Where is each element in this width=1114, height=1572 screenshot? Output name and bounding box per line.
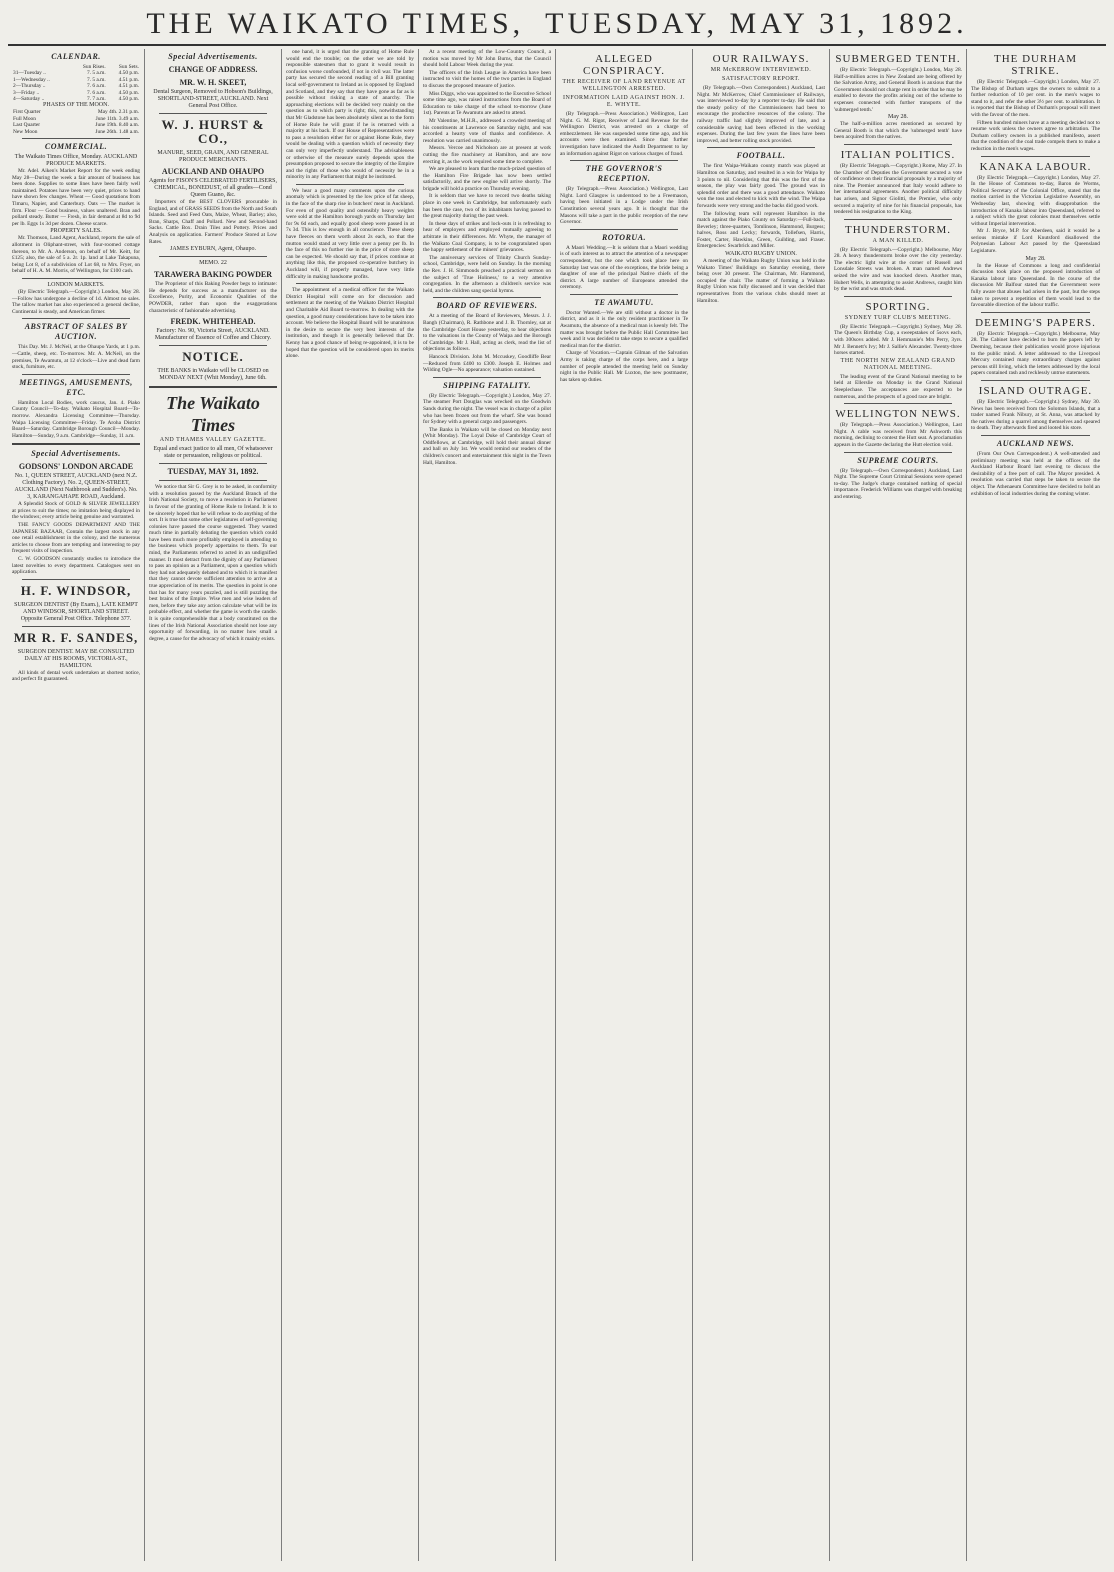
- london-heading: LONDON MARKETS.: [47, 281, 105, 288]
- calendar-row: 3—Friday .. 7. 6 a.m. 4.50 p.m.: [13, 89, 139, 96]
- paper-motto: Equal and exact justice to all men, Of whatsoever state or persuasion, religious or political.: [153, 446, 273, 460]
- london-text: (By Electric Telegraph.—Copyright.) London, May 28.—Follow has undergone a decline of 1d. Almost no sales. The tallow market has also experienced a general decline, Continental is steady, and American firmer.: [12, 288, 140, 315]
- calendar-header-row: Sun Rises. Sun Sets.: [82, 64, 139, 70]
- rugby-text: A meeting of the Waikato Rugby Union was held in the Waikato Times' Buildings on Saturday evening, there being over 30 present. The Chairman, Mr. Hammond, occupied the chair. The matter of forming a Waikato Rugby Union was fully discussed and it was decided that representatives from the various clubs should meet at Hamilton.: [697, 258, 825, 304]
- conspiracy-subheading: THE RECEIVER OF LAND REVENUE AT WELLINGTON ARRESTED.: [562, 79, 686, 92]
- editorial-continued: one hand, it is urged that the granting of Home Rule would end the trouble; on the other we are told by responsible statesmen that to grant it would result in confusion worse confounded, if not in civil war. The latter party has secured the second reading of a Bill granting local self-government to Ireland as is opposed by England and Scotland, and they say that they have gone as far as is possible without risking a state of anarchy. The approaching elections will be decided very mainly on the question as to which party is right; this, notwithstanding that Mr Gladstone has been absolutely silent as to the form of Home Rule he will grant if he is returned with a majority at his back. If our House of Representatives were to pass a resolution either for or against Home Rule, they would be dealing with a question which of necessity they can only very imperfectly understand. The advisableness or otherwise of the measure surely depends upon the presumption proposed to secure the integrity of the Empire and the rights of those who would of necessity be in a minority in any Parliament that might be instituted.: [286, 49, 414, 181]
- thunder-subheading: A MAN KILLED.: [872, 237, 924, 244]
- hurst-ad-agents: Agents for FISON'S CELEBRATED FERTILISERS, CHEMICAL, BONEDUST, of all grades—Cond Queen Guano, &c.: [149, 178, 277, 198]
- conspiracy-heading: ALLEGED CONSPIRACY.: [582, 53, 666, 77]
- awamutu-text: Doctor Wanted.—We are still without a doctor in the district, and as it is the only resident practitioner in Te Awamutu, the absence of a medical man is keenly felt. The matter was brought before the Public Hall Committee last week and it was decided to take steps to secure a qualified medical man for the district.: [560, 309, 688, 349]
- moon-row: Last Quarter June 19th. 8.40 a.m.: [13, 122, 139, 129]
- deeming-text: (By Electric Telegraph.—Copyright.) Melbourne, May 28. The Cabinet have decided to burn the papers left by Deeming, because their publication would prove injurious to the public mind. A letter addressed to the Liverpool Mercury contained many extraordinary charges against persons still living, which the letters addressed by the local papers contained rash and recklessly untrue statements.: [971, 330, 1100, 377]
- editorial-text: We notice that Sir G. Grey is to be asked, in conformity with a resolution passed by the Auckland Branch of the Irish National Society, to move a resolution in Parliament in favour of the granting of Home Rule to Ireland. It is to be sincerely hoped that he will refuse to do anything of the sort. It is true that some other legislatures of self-governing colonies have passed the course suggested. They wasted much time in partially debating the question which could have been much more profitably employed in attending to the business which properly appertains to them. To our mind, the Parliaments referred to acted in an undignified manner. It most detract from the dignity of any Parliament to pass an opinion as a Parliament, upon a question which they had not adequately debated and to which it is manifest that they cannot devote sufficient attention to arrive at a true appreciation of its merits. The question in point is one that has for many years puzzled, and is still puzzling the best brains of the Empire. Wise men and wise leaders of men, before they take any action calculate what will be its probable effect, and whether the game is worth the candle. It is quite comprehensible that a body constituted on the lines of the Irish National Association should not lose any opportunity of forwarding, in no matter how small a degree, a cause for the advocacy of which it mainly exists.: [149, 484, 277, 642]
- columns: [8, 49, 1106, 1561]
- sandes-ad-title: MR R. F. SANDES,: [13, 629, 139, 645]
- railways-text: (By Telegraph.—Own Correspondent.) Auckland, Last Night. Mr McKerrow, Chief Commissioner of Railways, was interviewed to-day by a reporter to-day. He said that the steady policy of the Commissioners had been to encourage the productive resources of the colony. The railway traffic had slightly improved of late, and a considerable saving had been effected in the working expenses. During the last few years the lines have been improved, and better rolling stock provided.: [697, 85, 825, 144]
- wellington-heading: WELLINGTON NEWS.: [835, 408, 961, 421]
- island-heading: ISLAND OUTRAGE.: [978, 384, 1093, 397]
- football-text-2: The following team will represent Hamilton in the match against the Piako County on Saturday:—Full-back, Beverley; three-quarters, Tomlinson, Hammond, Burgess; halves, Ross and Lecky; forwards, Tollefsen, Harris, Foster, Carter, Hawkins, Green, Guilding, and Fraser. Emergencies: Swarbrick and Miller.: [697, 210, 825, 250]
- calendar-row: 2—Thursday .. 7. 6 a.m. 4.51 p.m.: [13, 83, 139, 90]
- column-7: [830, 49, 967, 1561]
- supreme-heading: SUPREME COURTS.: [857, 455, 939, 465]
- hurst-ad-place: AUCKLAND AND OHAUPO: [161, 167, 265, 176]
- tarawera-ad-text: The Proprietor of this Baking Powder begs to intimate: He depends for success as a manufacturer on the Excellence, Purity, and Economic Qualities of the POWDER, rather than upon the exaggerations characteristic of fashionable advertising.: [149, 281, 277, 314]
- submerged-text-2: The half-a-million acres mentioned as secured by General Booth is that which the 'submerged tenth' have been acquired from the natives.: [834, 121, 962, 141]
- conspiracy-text: (By Telegraph.—Press Association.) Wellington, Last Night. G. M. Rigot, Receiver of Land Revenue for the Wellington District, was arrested on a charge of embezzlement. He was suspended some time ago, and his accounts were then examined. Since that further investigation have indicated the Audit Department to lay an information against Rigot on various charges of fraud.: [560, 111, 688, 157]
- moon-row: First Quarter May 4th. 2.31 p.m.: [13, 109, 139, 116]
- moon-row: Full Moon June 11th. 3.49 a.m.: [13, 115, 139, 122]
- sheep-prices-text: We hear a good many comments upon the curious anomaly which is presented by the low price of fat sheep, in the face of the sharp rise in butchers' meat in Auckland. For even of good quality and ostensibly heavy weights were sold at the Hamilton borough yards on Thursday last for 9s 6d each, and equally good sheep were passed in at 7s 3d. This is low enough in all conscience. These sheep have fleeces on them worth about 2s each, so that the mutton would stand at very little over a penny per lb. In the face of this no further rise in the price of store sheep can be expected. We should say that, if prices continue at anything like this, the proposed co-operative butchery in Auckland will, if properly managed, have very little difficulty in making handsome profits.: [286, 187, 414, 280]
- sandes-ad-sub: SURGEON DENTIST. MAY BE CONSULTED DAILY AT HIS ROOMS, VICTORIA-ST., HAMILTON.: [17, 648, 135, 669]
- special-ads-heading: Special Advertisements.: [31, 449, 121, 459]
- paper-nameplate-sub: AND THAMES VALLEY GAZETTE.: [159, 437, 267, 444]
- skeet-ad-heading: CHANGE OF ADDRESS.: [168, 65, 258, 74]
- italian-heading: ITALIAN POLITICS.: [840, 148, 956, 161]
- whitehead-ad-name: FREDK. WHITEHEAD.: [170, 317, 256, 327]
- meetings-text: Hamilton Local Bodies, work caucus, Jan. 4. Piako County Council—To-day. Waikato Hospital Board—To-morrow. Alexandra Licensing Committee—Thursday. Waipa Licensing Committee—Friday. Te Aroha District Board—Saturday. Cambridge Borough Council—Monday. Hamilton—Sunday, 9 a.m. Cambridge—Sunday, 11 a.m.: [12, 399, 140, 439]
- board-heading: BOARD OF REVIEWERS.: [436, 301, 538, 311]
- football-text: The first Waipa-Waikato county match was played at Hamilton on Saturday, and resulted in a win for Waipa by 3 points to nil. Considering that this was the first of the season, the play was fairly good. The ground was in splendid order and there was a good attendance. Waikato won the toss and elected to kick with the wind. The Waipa forwards were very strong and the backs did good work.: [697, 163, 825, 209]
- kanaka-date: May 28.: [1025, 255, 1046, 262]
- property-text: Mr. Thomson, Land Agent, Auckland, reports the sale of allotment in Oliphant-street, with four-roomed cottage thereon, to Mr. A. Anderson, on behalf of Mr. Keitt, for £125; also, the sale of 5 a. 2r. 1p. land at Lake Takapuna, being Lot 8, of a subdivision of Lot 68, to Mrs. Fryer, on behalf of H. A. M. Morris, of Wellington, for £100 cash.: [12, 235, 140, 275]
- news-item: At a recent meeting of the Low-Country Council, a motion was moved by Mr John Burns, that the Council should hold Labour Week during the year.: [423, 49, 551, 69]
- supreme-text: (By Telegraph.—Own Correspondent.) Auckland, Last Night. The Supreme Court Criminal Sessions were opened to-day. The Judge's charge contained nothing of special importance. Frederick Williams was charged with breaking and entering.: [834, 467, 962, 500]
- hurst-ad-text: Importers of the BEST CLOVERS procurable in England, and of GRASS SEEDS from the North and South Islands. Seed and Feed Oats, Maize, Wheat, Barley; also, Bran, Sharps, Chaff and Pollard. New and Second-hand Sacks. Cattle Box. Drain Tiles and Pottery. Prices and Analysis on application. Farmers' Produce Stored at Low Rates.: [149, 199, 277, 245]
- calendar-table: [12, 64, 140, 102]
- commercial-heading: COMMERCIAL.: [44, 142, 108, 152]
- goodson-note: C. W. GOODSON constantly studies to introduce the latest novelties to every department. Catalogues sent on application.: [12, 556, 140, 576]
- submerged-heading: SUBMERGED TENTH.: [835, 53, 961, 65]
- deeming-heading: DEEMING'S PAPERS.: [975, 316, 1096, 329]
- objections-text: Hancock Division. John M. Mccuskey, Goodliffe Bear—Reduced from £400 to £300. Joseph E. Holmes and Wilding Ogle—No appearance; valuation sustained.: [423, 353, 551, 374]
- commercial-text: Mr. Adel. Aiken's Market Report for the week ending May 28—During the week a fair amount of business has been done. Supplies to some lines have been fairly well maintained. Potatoes have been very quiet, prices to hand have shown few changes. Wheat — Good quotations from Timaru, Napier, and Canterbury. Oats — The market is firm. Flour — Good business, values unaltered. Bran and pollard steady. Butter — Fresh, in fair demand at 8d to 9d per lb. Eggs 1s 3d per dozen. Cheese scarce.: [12, 168, 140, 227]
- sporting-subheading: SYDNEY TURF CLUB'S MEETING.: [844, 314, 952, 321]
- column-1: [8, 49, 145, 1561]
- kanaka-text: (By Electric Telegraph.—Copyright.) London, May 27. In the House of Commons to-day, Baron de Worms, Political Secretary of the Colonial Office, stated that the motion carried in the Victorian Legislative Assembly, on Wednesday last, showing with disapprobation the introduction of Kanaka labour into Queensland, referred to a subject which the great colonies must themselves settle without Imperial intervention.: [971, 174, 1100, 227]
- board-text: At a meeting of the Board of Reviewers, Messrs. J. J. Bangh (Chairman), R. Rathbone and J. B. Thornley, sat at the Cambridge Court House yesterday, to hear objections to the valuations in the County of Waipa and the Borough of Cambridge. Mr J. Hall, acting as clerk, read the list of objections as follows.: [423, 313, 551, 353]
- column-2: [145, 49, 282, 1561]
- hurst-ad-sub: MANURE, SEED, GRAIN, AND GENERAL PRODUCE MERCHANTS.: [157, 150, 269, 163]
- conspiracy-subheading-2: INFORMATION LAID AGAINST HON. J. E. WHYTE.: [563, 95, 685, 108]
- island-text: (By Electric Telegraph.—Copyright.) Sydney, May 30. News has been received from the Solomon Islands, that a trader named Frank Nibury, at St. Anna, was attacked by the natives during a quarrel among themselves and speared to death. They afterwards fired and looted his store.: [971, 398, 1100, 432]
- calendar-row: 4—Saturday .. 7. 7 a.m. 4.50 p.m.: [13, 96, 139, 103]
- column-6: [693, 49, 830, 1561]
- news-item: We are pleased to learn that the much-prized question of the Hamilton Fire Brigade has now been settled satisfactorily, and the new engine will arrive shortly. The brigade will hold a practice on Thursday evening.: [423, 166, 551, 192]
- awamutu-text-2: Charge of Vocation.—Captain Gilman of the Salvation Army is taking charge of the corps here, and a large number of people attended the meeting held on Sunday night in the Public Hall. Mr Luxton, the new postmaster, has taken up duties.: [560, 350, 688, 383]
- governor-heading: THE GOVERNOR'S RECEPTION.: [585, 164, 663, 184]
- news-item: Messrs. Vercoe and Nicholson are at present at work cutting the fire machinery at Hamilton, and are now erecting it, as the work required some time to complete.: [423, 145, 551, 165]
- hurst-ad-name: W. J. HURST & CO.,: [161, 117, 265, 146]
- abstract-heading: ABSTRACT OF SALES BY AUCTION.: [24, 322, 128, 342]
- meetings-heading: MEETINGS, AMUSEMENTS, ETC.: [19, 377, 133, 397]
- rotorua-heading: ROTORUA.: [601, 232, 647, 242]
- nz-national-heading: THE NORTH NEW ZEALAND GRAND NATIONAL MEETING.: [840, 357, 956, 371]
- auckland-heading: AUCKLAND NEWS.: [996, 438, 1075, 448]
- railways-subheading: MR McKERROW INTERVIEWED.: [710, 67, 812, 73]
- football-heading: FOOTBALL.: [736, 151, 786, 161]
- news-item: It is seldom that we have to record two deaths taking place in one week in Cambridge, but unfortunately such has been the case, two of its inhabitants having passed to the great majority during the past week.: [423, 193, 551, 220]
- special-ads-heading-2: Special Advertisements.: [168, 52, 258, 61]
- durham-text-2: Fifteen hundred miners have at a meeting decided not to resume work unless the owners agree to arbitration. The Durham colliery owners in a published manifesto, assert that the condition of the coal trade compels them to make a reduction in the men's wages.: [971, 119, 1100, 152]
- calendar-heading: CALENDAR.: [51, 52, 101, 61]
- column-8: [967, 49, 1104, 1561]
- sandes-ad-text: All kinds of dental work undertaken at shortest notice, and perfect fit guaranteed.: [12, 669, 140, 683]
- paper-date: TUESDAY, MAY 31, 1892.: [167, 467, 259, 477]
- skeet-ad-text: Dental Surgeon, Removed to Hobson's Buildings, SHORTLAND-STREET, AUCKLAND. Next General Post Office.: [153, 89, 273, 109]
- rugby-heading: WAIKATO RUGBY UNION.: [725, 251, 797, 258]
- memo-heading: MEMO. 22: [199, 260, 227, 267]
- durham-heading: THE DURHAM STRIKE.: [993, 53, 1078, 77]
- auckland-text: (From Our Own Correspondent.) A well-attended and preliminary meeting was held at the offices of the Auckland Harbour Board last evening to discuss the desirability of a free port of call. The Mayor presided. A resolution was carried that steps be taken to secure the object. The Athenaeum Committee have decided to hold an exhibition of local industries during the coming winter.: [971, 450, 1100, 497]
- masthead: [8, 4, 1106, 46]
- governor-text: (By Telegraph.—Press Association.) Wellington, Last Night. Lord Glasgow is understood to be a Freemason, having been initiated in a Lodge under the Irish Constitution several years ago. It is thought that the Masons will take a part in the public reception of the new Governor.: [560, 186, 688, 226]
- news-item: Mr Valentine, M.H.R., addressed a crowded meeting of his constituents at Lawrence on Saturday night, and was accorded a hearty vote of thanks and confidence. A resolution was carried unanimously.: [423, 117, 551, 144]
- railways-heading: OUR RAILWAYS.: [712, 53, 810, 65]
- nz-national-text: The leading event of the Grand National meeting to be held at Ellerslie on Monday is the Grand National Steeplechase. The acceptances are expected to be numerous, and the prospects of a good race are bright.: [834, 373, 962, 400]
- moon-table: [12, 109, 140, 135]
- issue-date: TUESDAY, MAY 31, 1892.: [545, 7, 968, 40]
- news-item: In these days of strikes and lock-outs it is refreshing to hear of employers and employed mutually agreeing to arbitrate in their differences. Mr. Whyte, the manager of the Waikato Coal Company, is to be congratulated upon the happy settlement of the miners' grievances.: [423, 220, 551, 254]
- calendar-row: 1—Wednesday .. 7. 5 a.m. 4.51 p.m.: [13, 76, 139, 83]
- sporting-text: (By Electric Telegraph.—Copyright.) Sydney, May 28. The Queen's Birthday Cup, a sweepstakes of 5sovs each, with 300sovs added. Mr J. Hemmanie's Mrs Perry, 3yrs. Mr J. Bennett's Ivy; Mr J. Sallie's Alexander. Twenty-three horses started.: [834, 323, 962, 357]
- kanaka-text-2: Mr J. Bryce, M.P. for Aberdeen, said it would be a serious mistake if Lord Knutsford disallowed the Polynesian Labour Act passed by the Queensland Legislature.: [971, 228, 1100, 255]
- hurst-ad-sign: JAMES EYBURN, Agent, Ohaupo.: [169, 246, 256, 253]
- abstract-text: This Day. Mr. J. McNeil, at the Ohaupo Yards, at 1 p.m.—Cattle, sheep, etc. To-morrow. Mr. A. McNeil, on the premises, Te Awamutu, at 12 o'clock—Live and dead farm stock, furniture, etc.: [12, 344, 140, 371]
- column-5: [556, 49, 693, 1561]
- moon-row: New Moon June 26th. 1.48 a.m.: [13, 128, 139, 135]
- durham-text: (By Electric Telegraph.—Copyright.) London, May 27. The Bishop of Durham urges the owners to submit to a further reduction of 10 per cent. in the men's wages to stand to it, and refer the other 3½ per cent. to arbitration. It is reported that the Bishop of Durham's proposal will meet with the favour of the men.: [971, 79, 1100, 118]
- windsor-ad-text: SURGEON DENTIST (By Exam.), LATE KEMPT AND WINDSOR, SHORTLAND STREET. Opposite General Post Office. Telephone 377.: [14, 601, 138, 622]
- whitehead-ad-sub: Factory: No. 90, Victoria Street, AUCKLAND. Manufacturer of Essence of Coffee and Chicory.: [154, 328, 272, 342]
- thunder-heading: THUNDERSTORM.: [844, 223, 951, 236]
- shipping-text: (By Electric Telegraph.—Copyright.) London, May 27. The steamer Port Douglas was wrecked on the Goodwin Sands during the night. The vessel was in charge of a pilot who has been frozen out from the wharf. She was bound for Sydney with a general cargo and passengers.: [423, 392, 551, 426]
- news-item: The officers of the Irish League in America have been instructed to visit the homes of the two parties in England to discuss the proposed measure of justice.: [423, 69, 551, 89]
- property-heading: PROPERTY SALES.: [50, 228, 102, 235]
- tarawera-ad-title: TARAWERA BAKING POWDER: [153, 270, 273, 280]
- awamutu-heading: TE AWAMUTU.: [594, 297, 654, 307]
- godsons-ad-title: GODSONS' LONDON ARCADE: [18, 462, 134, 472]
- newspaper-title: THE WAIKATO TIMES,: [146, 7, 525, 40]
- submerged-date: May 28.: [888, 114, 908, 121]
- fancy-goods-text: THE FANCY GOODS DEPARTMENT AND THE JAPANESE BAZAAR, Contain the largest stock in any one retail establishment in the colony, and the numerous articles to choose from are tempting and interesting to pay frequent visits of inspection.: [12, 522, 140, 555]
- wellington-text: (By Telegraph.—Press Association.) Wellington, Last Night. A cable was received from Mr Ashworth this morning, declining to contest the Hutt seat. A proclamation appears in the Gazette declaring the Hutt election void.: [834, 422, 962, 448]
- kanaka-heading: KANAKA LABOUR.: [979, 160, 1092, 173]
- notice-heading: NOTICE.: [182, 349, 244, 365]
- news-item: Miss Diggs, who was appointed to the Executive School some time ago, was raised instructions from the Board of Education to take charge of the school to-morrow (June 1st). Parents at Te Awamutu are asked to attend.: [423, 90, 551, 117]
- sporting-heading: SPORTING.: [865, 300, 931, 313]
- italian-text: (By Electric Telegraph.—Copyright.) Rome, May 27. In the Chamber of Deputies the Government secured a vote of confidence on their financial proposals by a majority of nine. The Premier announced that Italy would adhere to her international agreements. Another political difficulty has arisen, and Signor Giolitti, the Premier, who only secured a majority of nine for his financial proposals, has tendered his resignation to the King.: [834, 162, 962, 216]
- skeet-ad-name: MR. W. H. SKEET,: [179, 78, 247, 87]
- railways-subheading-2: SATISFACTORY REPORT.: [721, 76, 801, 82]
- column-3: [282, 49, 419, 1561]
- godsons-ad-text: A Splendid Stock of GOLD & SILVER JEWELLERY at prices to suit the times; no imitation being displayed in the windows; every article being genuine and warranted.: [12, 501, 140, 521]
- paper-nameplate: The Waikato Times: [166, 393, 260, 436]
- news-item: The anniversary services of Trinity Church Sunday-school, Cambridge, were held on Sunday. In the morning the Rev. J. H. Simmonds preached a practical sermon on the subject of 'True Holiness,' to a very attentive congregation. In the afternoon a children's service was held, and the children sang special hymns.: [423, 254, 551, 294]
- news-tail: The Banks in Waikato will be closed on Monday next (Whit Monday). The Loyal Duke of Cambridge Court of Oddfellows, at Cambridge, will hold their annual dinner and ball on July 1st. We would remind our readers of the children's concert and entertainment this night in the Town Hall, Hamilton.: [423, 426, 551, 466]
- hospital-text: The appointment of a medical officer for the Waikato District Hospital will come on for discussion and settlement at the meeting of the Waikato District Hospital and Charitable Aid Board to-morrow. In dealing with the question, a good many considerations have to be taken into account. We believe the Hospital Board will be unanimous in the desire to secure the very best interests of the institution, and though it is generally believed that Dr. Kenny has a good chance of being re-appointed, it is to be hoped that the question will be considered upon its merits alone.: [286, 287, 414, 360]
- godsons-ad-addresses: No. 1, QUEEN STREET, AUCKLAND (next N.Z. Clothing Factory). No. 2, QUEEN-STREET, AUCKLAND (Next Nathbrook and Sudden's). No. 3, KARANGAHAPE ROAD, Auckland.: [14, 473, 138, 501]
- kanaka-text-3: In the House of Commons a long and confidential discussion took place on the proposed introduction of Kanaka labour into Queensland. In the course of the discussion Mr Balfour stated that the Government were fully aware that abuses had arisen in the past, but the steps taken to prevent a repetition of them would lead to the favourable direction of the labour traffic.: [971, 262, 1100, 309]
- column-4: [419, 49, 556, 1561]
- notice-text: THE BANKS in Waikato will be CLOSED on MONDAY NEXT (Whit Monday), June 6th.: [157, 368, 269, 382]
- commercial-subheading: The Waikato Times Office, Monday. AUCKLAND PRODUCE MARKETS.: [14, 154, 138, 168]
- submerged-text: (By Electric Telegraph.—Copyright.) London, May 28. Half-a-million acres in New Zealand are being offered by the Salvation Army, and General Booth is anxious that the Government should not charge rent in order that he may be enabled to devote the profits arising out of the scheme to expenses connected with further transports of the 'submerged tenth.': [834, 67, 962, 113]
- windsor-ad-title: H. F. WINDSOR,: [20, 582, 132, 598]
- calendar-row: 31—Tuesday .. 7. 5 a.m. 4.50 p.m.: [13, 70, 139, 77]
- thunder-text: (By Electric Telegraph.—Copyright.) Melbourne, May 28. A heavy thunderstorm broke over the city yesterday. The electric light wire at the corner of Russell and Lonsdale Streets was broken. A man named Andrews seized the wire and was knocked down. Another man, Hubert Wells, in attempting to assist Andrews, caught him by the wrist and was struck dead.: [834, 246, 962, 293]
- moon-heading: PHASES OF THE MOON.: [43, 102, 109, 109]
- rotorua-text: A Maori Wedding.—It is seldom that a Maori wedding is of such interest as to attract the attention of a newspaper correspondent, but the one which took place here on Saturday last was one of the exceptions, the bride being a daughter of one of the principal Native chiefs of the district. A large number of Europeans attended the ceremony.: [560, 244, 688, 291]
- shipping-heading: SHIPPING FATALITY.: [443, 380, 531, 390]
